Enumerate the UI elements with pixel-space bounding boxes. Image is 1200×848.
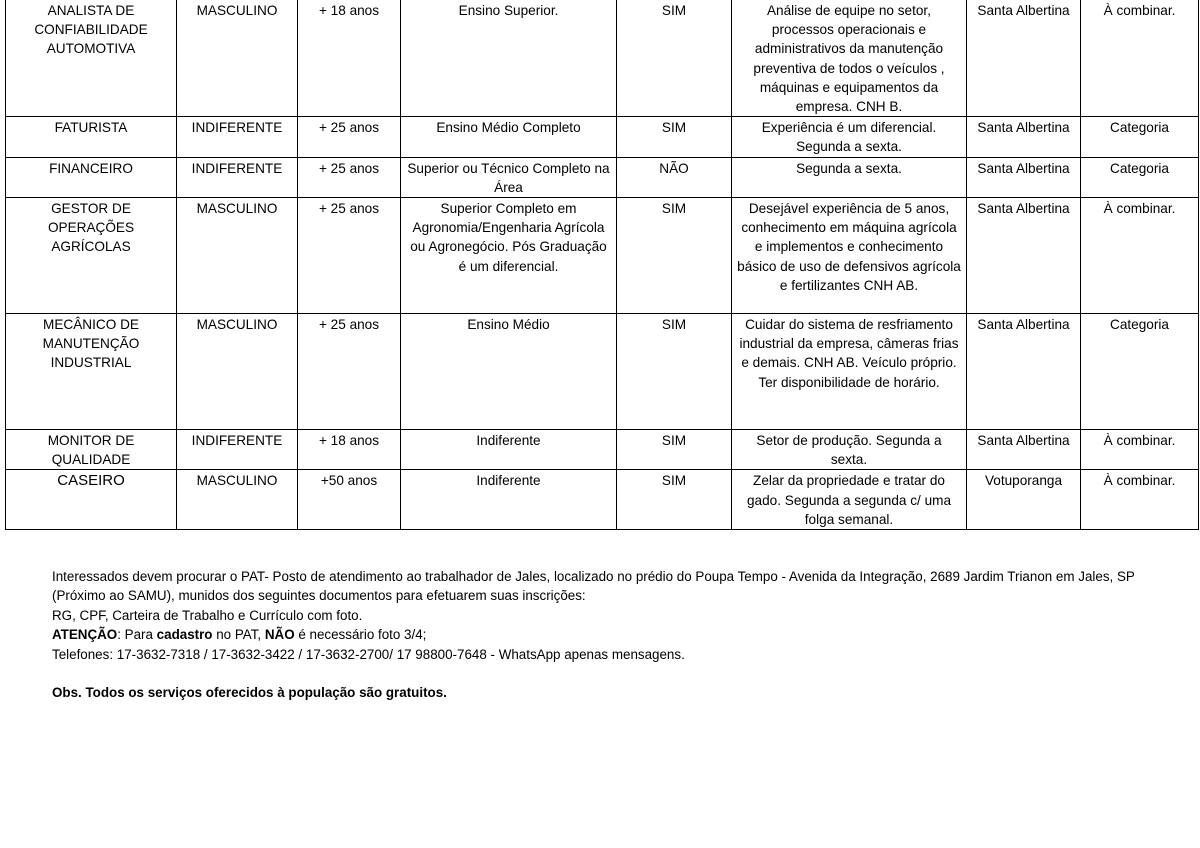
salary-cell: À combinar. [1081,430,1199,470]
attention-line [52,625,1162,644]
instructions-block [52,567,1162,702]
education-cell: Ensino Superior. [401,0,617,117]
job-title-cell: ANALISTA DE CONFIABILIDADE AUTOMOTIVA [6,0,177,117]
city-cell: Votuporanga [967,470,1081,530]
attention-emphasis: NÃO [264,627,295,643]
description-cell: Segunda a sexta. [732,157,967,197]
salary-cell: À combinar. [1081,198,1199,314]
vacancies-table [5,0,1199,530]
table-row [6,198,1199,314]
description-cell: Setor de produção. Segunda a sexta. [732,430,967,470]
gender-cell: INDIFERENTE [177,157,298,197]
attention-text: no PAT, [212,627,265,643]
gender-cell: MASCULINO [177,470,298,530]
experience-cell: SIM [617,117,732,157]
age-cell: + 25 anos [298,314,401,430]
salary-cell: Categoria [1081,157,1199,197]
education-cell: Superior ou Técnico Completo na Área [401,157,617,197]
city-cell: Santa Albertina [967,0,1081,117]
experience-cell: SIM [617,198,732,314]
job-title-cell: MONITOR DE QUALIDADE [6,430,177,470]
gender-cell: INDIFERENTE [177,430,298,470]
experience-cell: NÃO [617,157,732,197]
age-cell: + 25 anos [298,117,401,157]
description-cell: Desejável experiência de 5 anos, conhecimento em máquina agrícola e implementos e conhecimento básico de uso de defensivos agrícola e fertilizantes CNH AB. [732,198,967,314]
salary-cell: Categoria [1081,117,1199,157]
documents-line: RG, CPF, Carteira de Trabalho e Currículo com foto. [52,607,363,623]
city-cell: Santa Albertina [967,157,1081,197]
job-title-cell: CASEIRO [6,470,177,530]
table-row [6,117,1199,157]
spacer [52,664,1162,683]
education-cell: Superior Completo em Agronomia/Engenharia Agrícola ou Agronegócio. Pós Graduação é um diferencial. [401,198,617,314]
description-cell: Cuidar do sistema de resfriamento industrial da empresa, câmeras frias e demais. CNH AB. Veículo próprio. Ter disponibilidade de horário. [732,314,967,430]
instructions-paragraph: Interessados devem procurar o PAT- Posto de atendimento ao trabalhador de Jales, localizado no prédio do Poupa Tempo - Avenida da Integração, 2689 Jardim Trianon em Jales, SP (Próximo ao SAMU), munidos dos seguintes documentos para efetuarem suas inscrições: [52,569,1135,604]
city-cell: Santa Albertina [967,198,1081,314]
experience-cell: SIM [617,470,732,530]
table-row [6,157,1199,197]
city-cell: Santa Albertina [967,314,1081,430]
education-cell: Indiferente [401,430,617,470]
description-cell: Experiência é um diferencial. Segunda a sexta. [732,117,967,157]
age-cell: +50 anos [298,470,401,530]
age-cell: + 25 anos [298,198,401,314]
gender-cell: INDIFERENTE [177,117,298,157]
age-cell: + 18 anos [298,0,401,117]
experience-cell: SIM [617,430,732,470]
attention-emphasis: cadastro [156,627,213,643]
table-row [6,0,1199,117]
gender-cell: MASCULINO [177,314,298,430]
job-title-cell: GESTOR DE OPERAÇÕES AGRÍCOLAS [6,198,177,314]
description-cell: Análise de equipe no setor, processos operacionais e administrativos da manutenção preventiva de todos o veículos , máquinas e equipamentos da empresa. CNH B. [732,0,967,117]
job-title-cell: FATURISTA [6,117,177,157]
city-cell: Santa Albertina [967,430,1081,470]
experience-cell: SIM [617,0,732,117]
salary-cell: À combinar. [1081,470,1199,530]
attention-text: é necessário foto 3/4; [294,627,427,643]
education-cell: Ensino Médio Completo [401,117,617,157]
salary-cell: Categoria [1081,314,1199,430]
obs-text: Obs. Todos os serviços oferecidos à população são gratuitos. [52,685,447,701]
salary-cell: À combinar. [1081,0,1199,117]
description-cell: Zelar da propriedade e tratar do gado. Segunda a segunda c/ uma folga semanal. [732,470,967,530]
job-title-cell: MECÂNICO DE MANUTENÇÃO INDUSTRIAL [6,314,177,430]
table-row [6,430,1199,470]
job-title-cell: FINANCEIRO [6,157,177,197]
experience-cell: SIM [617,314,732,430]
age-cell: + 25 anos [298,157,401,197]
phones-line: Telefones: 17-3632-7318 / 17-3632-3422 / 17-3632-2700/ 17 98800-7648 - WhatsApp apenas mensagens. [52,646,685,662]
attention-label: ATENÇÃO [52,627,118,643]
attention-text: : Para [117,627,157,643]
age-cell: + 18 anos [298,430,401,470]
table-row [6,314,1199,430]
education-cell: Indiferente [401,470,617,530]
gender-cell: MASCULINO [177,0,298,117]
table-row [6,470,1199,530]
gender-cell: MASCULINO [177,198,298,314]
city-cell: Santa Albertina [967,117,1081,157]
education-cell: Ensino Médio [401,314,617,430]
obs-line [52,683,1162,702]
